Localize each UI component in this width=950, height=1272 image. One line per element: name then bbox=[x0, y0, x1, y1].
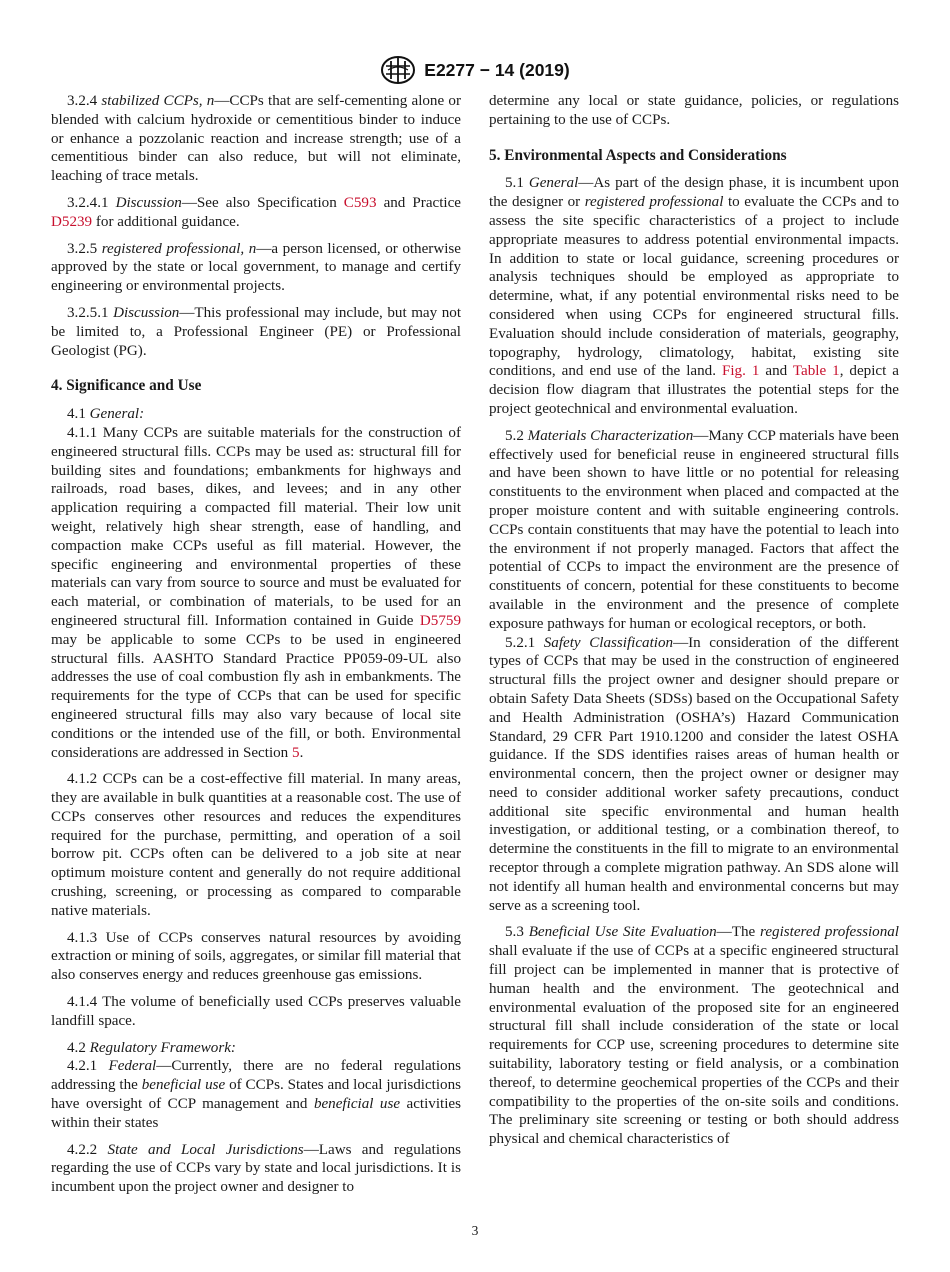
para-4-2-2 bbox=[51, 1141, 461, 1197]
para-text: —In consideration of the different types of CCPs that may be used in the construction of engineered structural fills the project owner and designer should prepare or obtain Safety Data Sheets (SDSs) based on the Occupational Safety and Health Administration (OSHA’s) Hazard Communication Standard, 29 CFR Part 1910.1200 and consider the latest OSHA guidance. If the SDS identifies raises areas of human health or environmental concern, then the project owner or designer may need to consider additional worker safety precautions, conduct additional site specific environmental and human health investigation, or additional testing, or a combination thereof, to determine the constituents in the fill to migrate to an environmental receptor through a complete migration pathway. An SDS alone will not identify all human health and environmental concerns but may serve as a screening tool. bbox=[489, 634, 899, 914]
para-text: and bbox=[759, 363, 793, 380]
page-number: 3 bbox=[471, 1223, 479, 1238]
para-number: 5.2 bbox=[505, 427, 528, 444]
para-label: Safety Classification bbox=[543, 634, 674, 651]
astm-logo-icon bbox=[380, 55, 416, 85]
link-fig-1[interactable]: Fig. 1 bbox=[721, 363, 760, 380]
para-text: —Currently, there are no federal regulations addressing the bbox=[51, 1058, 461, 1094]
para-number: 4.2.2 bbox=[67, 1141, 108, 1158]
para-text: and Practice bbox=[376, 194, 462, 211]
para-text: activities within their states bbox=[51, 1096, 462, 1131]
para-text: —CCPs that are self-cementing alone or blended with calcium hydroxide or cementitious binder to induce or enhance a pozzolanic reaction and increase strength; use of a cementitious binder can also reduce, but will not eliminate, leaching of trace metals. bbox=[51, 93, 461, 185]
para-label: General bbox=[528, 175, 579, 192]
para-label: Regulatory Framework: bbox=[89, 1039, 236, 1056]
para-4-1-4: 4.1.4 The volume of beneficially used CCPs preserves valuable landfill space. bbox=[51, 994, 461, 1029]
para-label: Materials Characterization bbox=[527, 427, 694, 444]
para-4-1-2: 4.1.2 CCPs can be a cost-effective fill material. In many areas, they are available in bulk quantities at a reasonable cost. The use of CCPs conserves other resources and reduces the expenditures required for the purchase, permitting, and operation of a soil borrow pit. CCPs often can be delivered to a job site at near optimum moisture content and generally do not require additional crushing, screening, or processing as compared to comparable native materials. bbox=[51, 771, 461, 919]
para-4-1-1 bbox=[51, 424, 461, 762]
para-text: . bbox=[299, 744, 304, 761]
para-label: Beneficial Use Site Evaluation bbox=[528, 924, 717, 941]
para-text: to evaluate the CCPs and to assess the site specific characteristics of a project to include appropriate measures to address potential environmental impacts. In addition to state or local guidance, screening procedures or analysis techniques should be employed as appropriate to determine, what, if any potential environmental risks need to be considered when using CCPs for engineered structural fills. Evaluation should include consideration of materials, geography, topography, hydrology, climatology, habitat, existing site conditions, and end use of the land. bbox=[489, 194, 899, 380]
para-5-3 bbox=[489, 923, 899, 1149]
para-4-2-1 bbox=[51, 1057, 461, 1132]
para-text: —The bbox=[716, 924, 761, 941]
para-number: 5.2.1 bbox=[505, 634, 544, 651]
para-4-1-3: 4.1.3 Use of CCPs conserves natural resources by avoiding extraction or mining of soils, aggregates, or similar fill material that also conserves energy and reduces greenhouse gas emissions. bbox=[51, 929, 461, 984]
para-4-2 bbox=[51, 1039, 461, 1058]
link-d5239[interactable]: D5239 bbox=[51, 213, 93, 230]
section-heading-5: 5. Environmental Aspects and Considerations bbox=[489, 146, 787, 164]
para-number: 5.3 bbox=[505, 924, 529, 941]
para-number: 4.2.1 bbox=[67, 1058, 109, 1075]
para-number: 3.2.4 bbox=[67, 93, 102, 109]
para-5-2-1 bbox=[489, 634, 899, 916]
para-continuation: determine any local or state guidance, policies, or regulations pertaining to the use of CCPs. bbox=[489, 93, 899, 128]
link-d5759[interactable]: D5759 bbox=[419, 612, 461, 629]
para-label: Discussion bbox=[113, 304, 180, 321]
link-table-1[interactable]: Table 1 bbox=[792, 363, 840, 380]
para-text: shall evaluate if the use of CCPs at a specific engineered structural fill project can be implemented in manner that is protective of human health and the environment. The geotechnical and environmental evaluation of the proposed site for an engineered structural fill shall include consideration of the state or local requirements for CCP use, screening procedures to determine site suitability, laboratory testing or field analysis, or a combination thereof, to determine geochemical properties of the CCPs and their compatibility to the properties of the on-site soils and conditions. The preliminary site screening or testing or both should address physical and chemical characteristics of bbox=[489, 943, 899, 1148]
para-text: —Laws and regulations regarding the use of CCPs vary by state and local jurisdictions. It is incumbent upon the project owner and designer to bbox=[51, 1141, 461, 1196]
emphasis: registered professional bbox=[584, 194, 724, 211]
link-section-5[interactable]: 5 bbox=[292, 744, 300, 761]
right-column bbox=[489, 92, 899, 1149]
link-c593[interactable]: C593 bbox=[343, 194, 377, 211]
para-text: —Many CCP materials have been effectively used for beneficial reuse in engineered structural fills and have been shown to have little or no potential for releasing constituents to the environment when placed and compacted at the proper moisture content and with suitable engineering controls. CCPs contain constituents that may have the potential to leach into the environment if not properly managed. Factors that affect the potential of CCPs to impact the environment are the presence of constituents of concern, potential for these constituents to become available in the environment and the presence of complete exposure pathways for human or ecological receptors, or both. bbox=[489, 427, 899, 632]
para-5-2 bbox=[489, 427, 899, 634]
emphasis: beneficial use bbox=[313, 1096, 401, 1113]
para-number: 3.2.5.1 bbox=[67, 304, 114, 321]
para-label: General: bbox=[89, 406, 145, 423]
para-text: 4.1.1 Many CCPs are suitable materials for the construction of engineered structural fills. CCPs may be used as: structural fill for building sites and foundations; embankments for highways and railroads, road bases, dikes, and levees; and in any other application requiring a compacted fill material. Their low unit weight, relatively high shear strength, ease of handling, and compaction make CCPs useful as fill material. However, the specific engineering and environmental properties of these materials can vary from source to source and must be evaluated for each material, or combination of materials, to be used for an engineered structural fill. Information contained in Guide bbox=[51, 424, 461, 629]
para-3-2-4 bbox=[51, 92, 461, 186]
para-number: 3.2.5 bbox=[67, 240, 102, 257]
para-number: 3.2.4.1 bbox=[67, 194, 116, 211]
emphasis: beneficial use bbox=[141, 1077, 226, 1094]
para-4-1 bbox=[51, 405, 461, 424]
para-text: may be applicable to some CCPs to be used in engineered structural fills. AASHTO Standard Practice PP059-09-UL also addresses the use of coal combustion fly ash in embankments. The requirements for the type of CCPs that can be used for specific engineered structural fills may also vary because of local site conditions or the intended use of the fill, or both. Environmental considerations are addressed in Section bbox=[51, 631, 461, 761]
defined-term: registered professional, n bbox=[101, 240, 257, 257]
para-label: State and Local Jurisdictions bbox=[107, 1141, 304, 1158]
para-5-1 bbox=[489, 174, 899, 418]
para-text: , depict a decision flow diagram that illustrates the potential steps for the project geotechnical and environmental evaluation. bbox=[489, 363, 899, 417]
para-text: for additional guidance. bbox=[92, 213, 240, 230]
page-header bbox=[0, 54, 950, 86]
para-number: 4.2 bbox=[67, 1039, 90, 1056]
para-text: of CCPs. States and local jurisdictions have oversight of CCP management and bbox=[51, 1077, 461, 1113]
para-text: —See also Specification bbox=[181, 194, 344, 211]
para-3-2-5 bbox=[51, 240, 461, 296]
para-text: —As part of the design phase, it is incumbent upon the designer or bbox=[489, 175, 899, 211]
para-3-2-5-1 bbox=[51, 304, 461, 360]
document-id: E2277 − 14 (2019) bbox=[424, 59, 570, 80]
para-label: Federal bbox=[108, 1058, 157, 1075]
para-3-2-4-1 bbox=[51, 194, 461, 232]
para-text: —This professional may include, but may not be limited to, a Professional Engineer (PE) or Professional Geologist (PG). bbox=[51, 304, 462, 359]
para-label: Discussion bbox=[115, 194, 182, 211]
para-number: 4.1 bbox=[67, 406, 90, 423]
para-text: —a person licensed, or otherwise approved by the state or local government, to manage and certify engineering or environmental projects. bbox=[51, 240, 461, 295]
para-number: 5.1 bbox=[505, 175, 529, 192]
left-column bbox=[51, 92, 461, 1197]
emphasis: registered professional bbox=[760, 924, 899, 941]
defined-term: stabilized CCPs, n bbox=[101, 93, 215, 109]
section-heading-4: 4. Significance and Use bbox=[51, 377, 202, 395]
